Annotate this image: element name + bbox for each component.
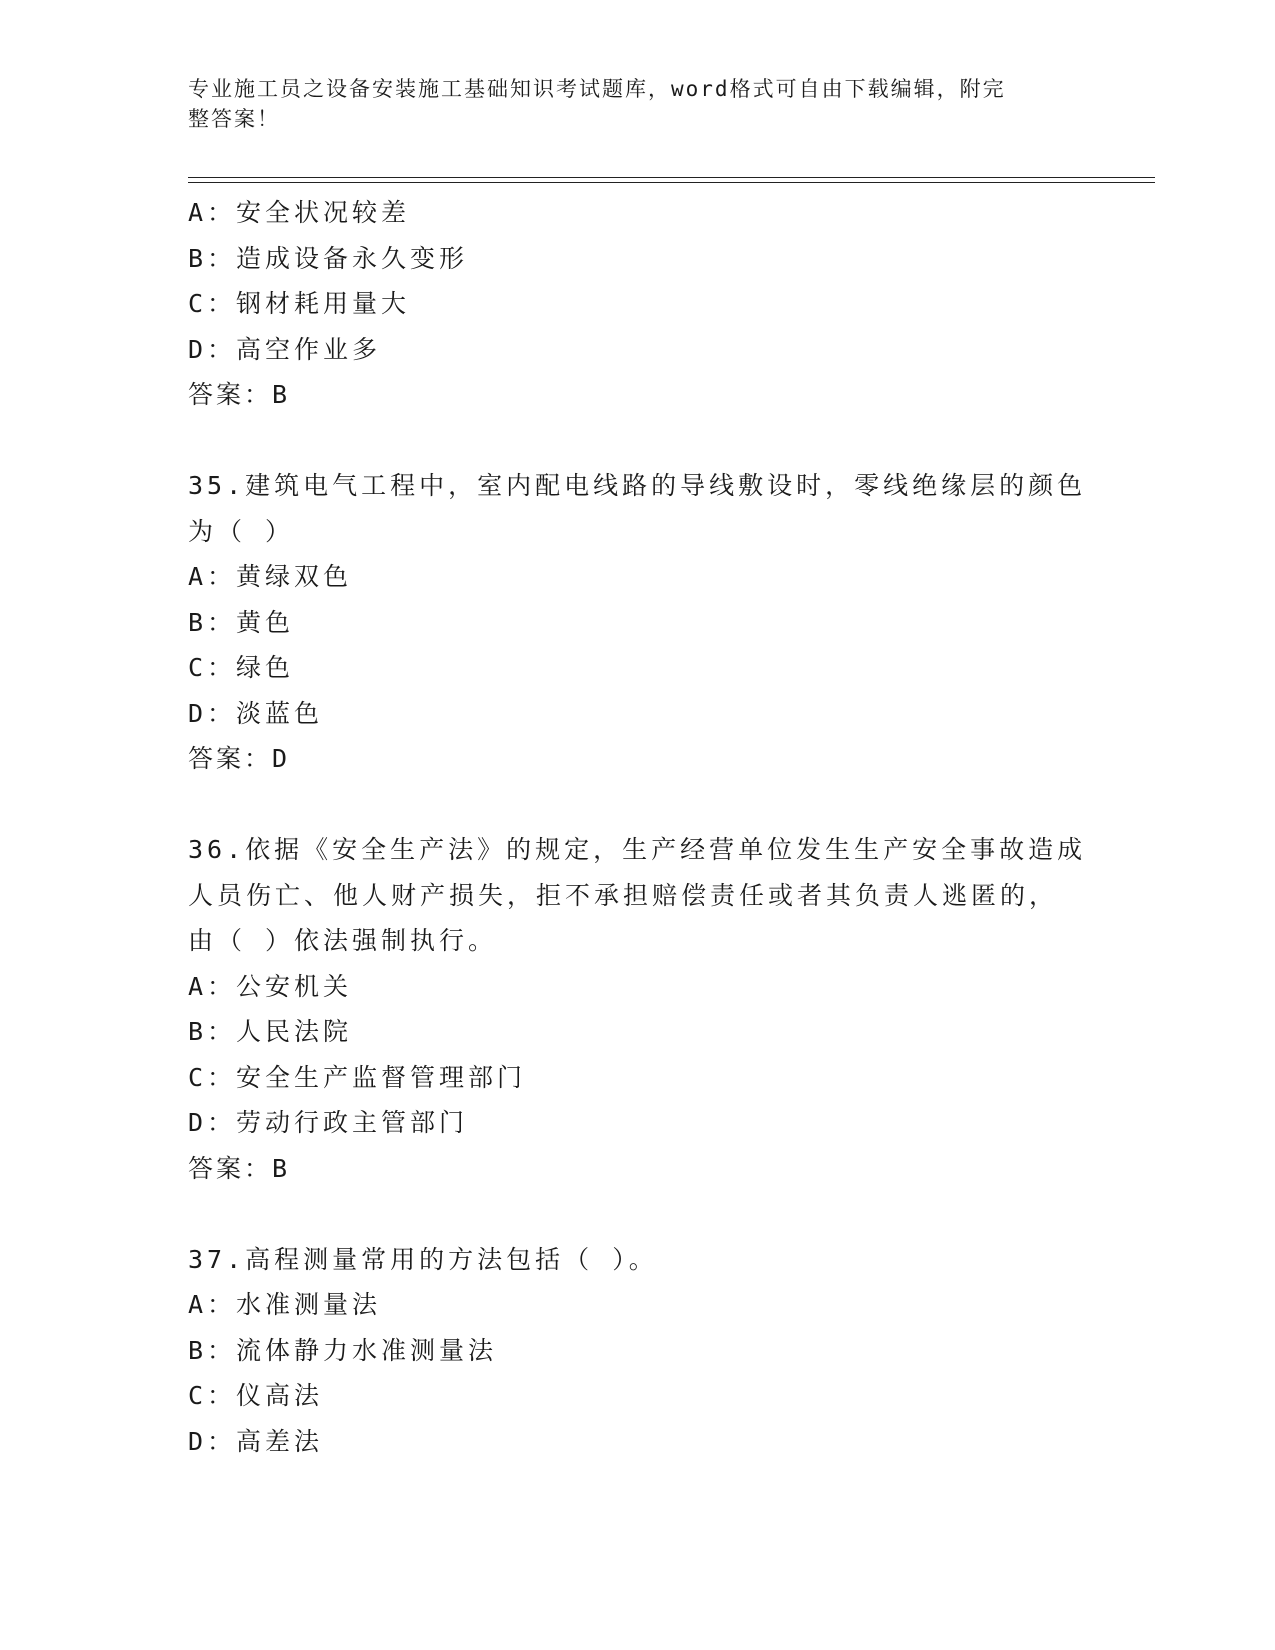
option-a: A：公安机关 xyxy=(188,971,353,1001)
option-a: A：水准测量法 xyxy=(188,1290,382,1319)
question-35 xyxy=(188,463,1088,782)
question-stem-line-1: 37.高程测量常用的方法包括（ ）。 xyxy=(188,1244,658,1274)
header-divider-bottom xyxy=(188,182,1155,183)
option-d: D：劳动行政主管部门 xyxy=(188,1108,469,1137)
option-c: C：安全生产监督管理部门 xyxy=(188,1062,527,1092)
question-stem-line-2: 为（ ） xyxy=(188,516,295,546)
option-a: A：黄绿双色 xyxy=(188,562,353,591)
option-d: D：高差法 xyxy=(188,1426,324,1456)
option-d: D：淡蓝色 xyxy=(188,698,324,728)
question-stem-line-2: 人员伤亡、他人财产损失，拒不承担赔偿责任或者其负责人逃匿的， xyxy=(188,880,1059,910)
answer: 答案：D xyxy=(188,744,291,773)
option-b: B：黄色 xyxy=(188,607,295,637)
question-stem-line-1: 35.建筑电气工程中，室内配电线路的导线敷设时，零线绝缘层的颜色 xyxy=(188,471,1087,500)
answer: 答案：B xyxy=(188,380,291,409)
spacer xyxy=(188,1191,1088,1237)
option-b: B：流体静力水准测量法 xyxy=(188,1335,498,1365)
spacer xyxy=(188,418,1088,464)
option-a: A：安全状况较差 xyxy=(188,198,411,227)
question-37 xyxy=(188,1237,1088,1465)
option-b: B：人民法院 xyxy=(188,1017,353,1046)
option-c: C：仪高法 xyxy=(188,1381,324,1410)
question-36 xyxy=(188,827,1088,1191)
option-d: D：高空作业多 xyxy=(188,334,382,364)
option-c: C：钢材耗用量大 xyxy=(188,289,411,318)
question-stem-line-1: 36.依据《安全生产法》的规定，生产经营单位发生生产安全事故造成 xyxy=(188,835,1087,864)
header-title-line-2: 整答案！ xyxy=(188,107,280,131)
header-title-line-1: 专业施工员之设备安装施工基础知识考试题库，word格式可自由下载编辑，附完 xyxy=(188,77,1006,101)
question-34 xyxy=(188,190,1088,418)
document-header xyxy=(188,74,1088,134)
question-list xyxy=(188,190,1088,1464)
spacer xyxy=(188,782,1088,828)
option-b: B：造成设备永久变形 xyxy=(188,243,469,273)
header-divider-top xyxy=(188,177,1155,178)
question-stem-line-3: 由（ ）依法强制执行。 xyxy=(188,926,498,955)
answer: 答案：B xyxy=(188,1153,291,1183)
option-c: C：绿色 xyxy=(188,653,295,682)
